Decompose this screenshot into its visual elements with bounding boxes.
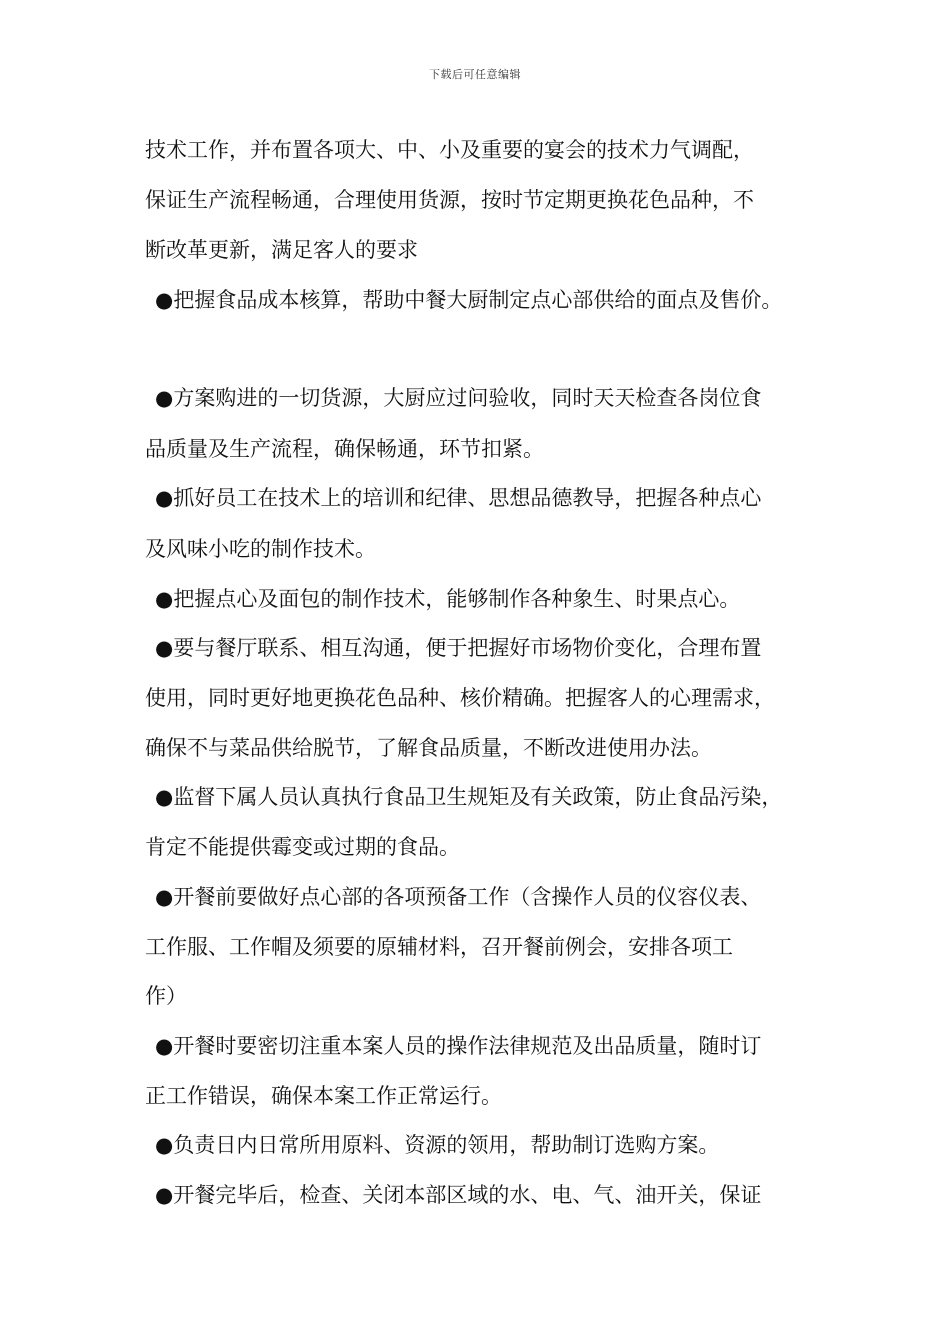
paragraph-line: 断改革更新，满足客人的要求 bbox=[145, 238, 418, 262]
paragraph-line: 技术工作，并布置各项大、中、小及重要的宴会的技术力气调配， bbox=[145, 138, 754, 162]
paragraph-line: 品质量及生产流程，确保畅通，环节扣紧。 bbox=[145, 437, 544, 461]
bullet-line: ●方案购进的一切货源，大厨应过问验收，同时天天检查各岗位食 bbox=[155, 386, 762, 410]
page-header: 下载后可任意编辑 bbox=[429, 68, 521, 81]
paragraph-line: 及风味小吃的制作技术。 bbox=[145, 537, 376, 561]
paragraph-line: 保证生产流程畅通，合理使用货源，按时节定期更换花色品种，不 bbox=[145, 188, 754, 212]
bullet-line: ●开餐前要做好点心部的各项预备工作（含操作人员的仪容仪表、 bbox=[155, 885, 762, 909]
paragraph-line: 作） bbox=[145, 984, 187, 1008]
paragraph-line: 工作服、工作帽及须要的原辅材料，召开餐前例会，安排各项工 bbox=[145, 935, 733, 959]
bullet-line: ●抓好员工在技术上的培训和纪律、思想品德教导，把握各种点心 bbox=[155, 486, 762, 510]
bullet-line: ●开餐完毕后，检查、关闭本部区域的水、电、气、油开关，保证 bbox=[155, 1183, 762, 1207]
paragraph-line: 正工作错误，确保本案工作正常运行。 bbox=[145, 1084, 502, 1108]
bullet-line: ●把握点心及面包的制作技术，能够制作各种象生、时果点心。 bbox=[155, 587, 741, 611]
paragraph-line: 使用，同时更好地更换花色品种、核价精确。把握客人的心理需求， bbox=[145, 686, 775, 710]
bullet-line: ●要与餐厅联系、相互沟通，便于把握好市场物价变化，合理布置 bbox=[155, 636, 762, 660]
paragraph-line: 确保不与菜品供给脱节，了解食品质量，不断改进使用办法。 bbox=[145, 736, 712, 760]
bullet-line: ●把握食品成本核算，帮助中餐大厨制定点心部供给的面点及售价。 bbox=[155, 288, 783, 312]
bullet-line: ●负责日内日常所用原料、资源的领用，帮助制订选购方案。 bbox=[155, 1133, 720, 1157]
paragraph-line: 肯定不能提供霉变或过期的食品。 bbox=[145, 835, 460, 859]
bullet-line: ●监督下属人员认真执行食品卫生规矩及有关政策，防止食品污染， bbox=[155, 785, 783, 809]
bullet-line: ●开餐时要密切注重本案人员的操作法律规范及出品质量，随时订 bbox=[155, 1034, 762, 1058]
